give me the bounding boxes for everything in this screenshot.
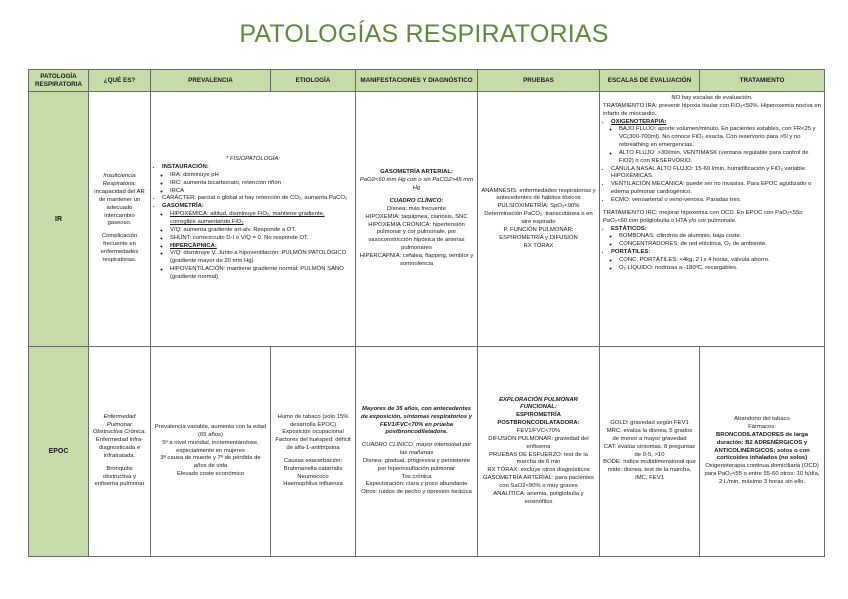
- epoc-pr-fev: FEV1/FVC<70%: [516, 427, 561, 434]
- ir-fisio-title: * FISIOPATOLOGÍA:: [225, 156, 280, 163]
- epoc-man-item: Disnea: gradual, progresiva y persistente por hiperinsuflación pulmonar: [362, 457, 471, 472]
- row-label-epoc: EPOC: [29, 347, 89, 557]
- epoc-pr-item: ANALÍTICA: anemia, poliglobulia y eosinófilos: [493, 490, 584, 505]
- header-cell: MANIFESTACIONES Y DIAGNÓSTICO: [356, 70, 478, 92]
- header-cell: PATOLOGÍA RESPIRATORIA: [29, 70, 89, 92]
- epoc-que-es-infra: Enfermedad infra-diagnosticada e infratratada.: [95, 437, 144, 459]
- epoc-trat-item: Abandono del tabaco: [734, 416, 790, 423]
- ir-man-gaso2: PaO2<60 mm Hg con o sin PaCO2>45 mm Hg: [359, 177, 474, 192]
- row-label-ir: IR: [29, 92, 89, 347]
- epoc-pr-espiro: ESPIROMETRÍA POSTBRONCODILATADORA:: [497, 412, 580, 427]
- ir-trat-liq: ◦ O₂ LÍQUIDO: nodrizas a -180ºC, recargables.: [619, 265, 821, 273]
- ir-irc: ◦ IRC: aumenta bicarbonato, retención riñón: [170, 180, 352, 188]
- ir-hipovent: ◦ HIPOVENTILACIÓN: mantiene gradiente normal: PULMÓN SANO (gradiente normal): [170, 266, 352, 282]
- epoc-trat-bron: BRONCODILATADORES de larga duración: B2 ADRENÉRGICOS y ANTICOLINÉRGICOS; solos o con corticoides inhalados (no solos): [714, 431, 810, 462]
- epoc-pruebas: [478, 347, 600, 557]
- epoc-man-item: Otros: ruidos de pecho y opresión torácica: [361, 489, 472, 496]
- epoc-trat-oxi: Oxigenoterapia continua domiciliaria (OCD) para PaO₂<55 o entre 55-60 otros: 10 h/día, 2 L/min, máximo 3 horas sin ello.: [704, 463, 820, 485]
- ir-gasometria: GASOMETRÍA:: [162, 203, 204, 210]
- epoc-etiologia: [271, 347, 356, 557]
- ir-trat-bomb: ◦ BOMBONAS: cilindros de aluminio, baja coste.: [619, 233, 821, 241]
- epoc-pr-item: DIFUSIÓN PULMONAR: gravedad del enfisema: [488, 435, 589, 450]
- epoc-prev-item: Elevado coste económico: [176, 471, 245, 478]
- epoc-tratamiento: [700, 347, 825, 557]
- epoc-pr-item: GASOMETRÍA ARTERIAL: para pacientes con SaO2<90% o muy graves: [483, 475, 594, 489]
- header-cell: ETIOLOGÍA: [271, 70, 356, 92]
- epoc-esc-item: MRC: evalúa la disnea, 5 grados de menor a mayor gravedad: [606, 427, 693, 442]
- ir-pr-func: P. FUNCIÓN PULMONAR: ESPIROMETRÍA y DIFUSIÓN: [499, 226, 578, 241]
- ir-trat-canula: • CÁNULA NASAL ALTO FLUJO: 15-60 l/min, humidificación y FiO₂ variable. HIPOXÉMICAS.: [611, 166, 821, 182]
- epoc-prev-item: 3ª causa de muerte y 7ª de pérdida de años de vida: [160, 455, 261, 470]
- ir-man-disnea: Disnea: más frecuente: [387, 205, 446, 212]
- epoc-esc-item: GOLD: gravedad según FEV1: [610, 420, 689, 427]
- ir-trat-conc2: ◦ CONC. PORTÁTILES: <4kg, 2 l x 4 horas, válvula ahorro.: [619, 257, 821, 265]
- ir-que-es-comp: Complicación frecuente en enfermedades respiratorias.: [100, 233, 139, 263]
- epoc-etio-exac-item: Haemophilus influenza: [283, 481, 343, 488]
- ir-trat-oxi: OXIGENOTERAPIA:: [611, 118, 667, 125]
- table-row-ir: [29, 92, 825, 347]
- epoc-pr-title: EXPLORACIÓN PULMONAR FUNCIONAL:: [499, 396, 578, 411]
- ir-pr-paco: Determinación PaCO₂: transcutánea o en aire espirado: [484, 211, 593, 225]
- ir-shunt: ◦ SHUNT: cortocircuito D-I o V/Q = 0. No responde OT.: [170, 235, 352, 243]
- epoc-prevalencia: [151, 347, 271, 557]
- ir-manifestaciones: [356, 92, 478, 347]
- ir-trat-bajo: ◦ BAJO FLUJO: aporte volumen/minuto. En pacientes estables, con FR<25 y VC(300-700ml). No conoce FiO₂ exacta. Con reservorio para >5l y no rebreathing en emergencias.: [619, 126, 821, 150]
- epoc-pr-item: PRUEBAS DE ESFUERZO: test de la marcha de 6 min: [489, 451, 588, 466]
- epoc-trat-item: Fármacos:: [748, 424, 776, 431]
- ir-que-es: [89, 92, 151, 347]
- ir-hipercapnica: ◦ HIPERCÁPNICA:: [170, 243, 352, 251]
- epoc-que-es-bronq: Bronquitis obstructiva y enfisema pulmonar: [94, 465, 145, 488]
- epoc-prev-item: 5ª a nivel mundial, incrementándose, especialmente en mujeres: [162, 439, 259, 454]
- epoc-etio-exac: Causas exacerbación:: [283, 457, 343, 464]
- ir-trat-escalas: NO hay escalas de evaluación.: [671, 95, 753, 101]
- epoc-que-es-title: Enfermedad Pulmonar Obstructiva Crónica.: [92, 413, 147, 436]
- ir-man-hipox-cron: HIPOXEMIA CRÓNICA: hipertensión pulmonar y cor pulmonale, por vasoconstricción hipóxica de arterias pulmonares: [368, 221, 465, 252]
- header-cell: PRUEBAS: [478, 70, 600, 92]
- ir-instauracion: INSTAURACIÓN:: [162, 164, 209, 171]
- ir-trat-irc: TRATAMIENTO IRC: mejorar hipoxemia con OCD. En EPOC con PaO₂<55o PaO₂<60 con poliglobulia o HTA y/o cor pulmonale.: [603, 209, 803, 224]
- ir-pr-anam: ANAMNESIS: enfermedades respiratorias y antecedentes de hábitos tóxicos: [481, 187, 596, 202]
- ir-caracter: • CARÁCTER: parcial o global si hay retención de CO₂, aumenta PaCO₂: [162, 195, 352, 203]
- ir-man-gaso: GASOMETRÍA ARTERIAL:: [380, 169, 453, 176]
- epoc-esc-item: CAT: evalúa síntomas. 8 preguntas de 0-5, >10: [603, 443, 696, 458]
- ir-man-hipox: HIPOXEMIA: taquipnea, cianosis, SNC: [365, 213, 468, 220]
- epoc-etio-item: Humo de tabaco (solo 15% desarrolla EPOC): [277, 413, 349, 428]
- header-cell: TRATAMIENTO: [700, 70, 825, 92]
- ir-irca: ◦ IRCA: [170, 188, 352, 196]
- ir-pruebas: [478, 92, 600, 347]
- ir-vq2: ◦ V/Q: disminuye V. Junto a hipoventilación: PULMÓN PATOLÓGICO (gradiente mayor de 20 mm Hg): [170, 250, 352, 266]
- epoc-man-cuadro: CUADRO CLÍNICO: mayor intensidad por las mañanas: [361, 442, 472, 457]
- ir-trat-alto: ◦ ALTO FLUJO: >30l/min. VENTIMASK (ventana regulable para control de FiO2) o con RESERVORIO.: [619, 150, 821, 166]
- ir-trat-ira: TRATAMIENTO IRA: prevenir hipoxia tisular con FiO₂<50%. Hiperoxemia nociva en infarto de miocardio.: [603, 102, 821, 117]
- epoc-escalas: [600, 347, 700, 557]
- epoc-man-item: Tos crónica: [401, 473, 432, 480]
- ir-trat-port: PORTÁTILES:: [611, 249, 651, 256]
- epoc-man-1: Mayores de 35 años, con antecedentes de exposición, síntomas respiratorios y FEV1/FVC<70% en prueba postbroncodilatadora.: [361, 405, 472, 436]
- ir-que-es-def: incapacidad del AR de mantener un adecuado intercambio gaseoso.: [94, 189, 145, 227]
- epoc-esc-item: BODE: índice multidimensional que mide: disnea, test de la marcha, IMC, FEV1: [603, 459, 696, 482]
- pathology-table: [28, 69, 825, 557]
- ir-vq: ◦ V/Q: aumenta gradiente art-alv. Responde a OT.: [170, 227, 352, 235]
- page-title: PATOLOGÍAS RESPIRATORIAS: [239, 20, 609, 48]
- epoc-man-item: Expectoración: clara y poco abundante: [365, 481, 468, 488]
- epoc-que-es: [89, 347, 151, 557]
- ir-hipoxemica: ◦ HIPOXÉMICA: altitud, disminuye FiO₂, mantiene gradiente, corregible aumentando FiO₂: [170, 211, 352, 227]
- header-cell: ¿QUÉ ES?: [89, 70, 151, 92]
- ir-ira: ◦ IRA: disminuye pH: [170, 172, 352, 180]
- ir-pr-pulsi: PULSIOXIMETRÍA: SpO₂<90%: [497, 203, 580, 210]
- epoc-etio-exac-item: Brahmanella catarralis: [283, 465, 343, 472]
- epoc-etio-item: Factores del huésped: déficit de alfa-1-antitripsina: [275, 437, 351, 452]
- header-cell: ESCALAS DE EVALUACIÓN: [600, 70, 700, 92]
- epoc-etio-item: Exposición ocupacional: [282, 429, 344, 436]
- ir-trat-conc: ◦ CONCENTRADORES: de red eléctrica, O₂ de ambiente.: [619, 241, 821, 249]
- epoc-prev-item: Prevalencia variable, aumenta con la edad (65 años): [154, 424, 267, 438]
- header-cell: PREVALENCIA: [151, 70, 271, 92]
- epoc-etio-exac-item: Neumococo: [297, 473, 329, 480]
- ir-trat-ecmo: • ECMO: venoarterial o veno-venosa. Paradas tres.: [611, 197, 821, 205]
- epoc-manifestaciones: [356, 347, 478, 557]
- ir-trat-estat: ESTÁTICOS:: [611, 225, 647, 232]
- epoc-pr-item: RX TÓRAX: excluye otros diagnósticos: [487, 467, 590, 474]
- table-row-epoc: [29, 347, 825, 557]
- ir-man-hiperc: HIPERCAPNIA: cefalea, flapping, temblor y somnolencia: [359, 252, 474, 267]
- header-row: [29, 70, 825, 92]
- ir-fisiopatologia: [151, 92, 356, 347]
- ir-tratamiento: [600, 92, 825, 347]
- ir-pr-rx: RX TÓRAX: [523, 242, 554, 249]
- ir-man-cuadro: CUADRO CLÍNICO:: [389, 197, 444, 204]
- ir-que-es-title: Insuficiencia Respiratoria:: [102, 173, 137, 188]
- ir-trat-vent: • VENTILACIÓN MECÁNICA: puede ser no invasiva. Para EPOC agudizado o edema pulmonar cardiogénico.: [611, 181, 821, 197]
